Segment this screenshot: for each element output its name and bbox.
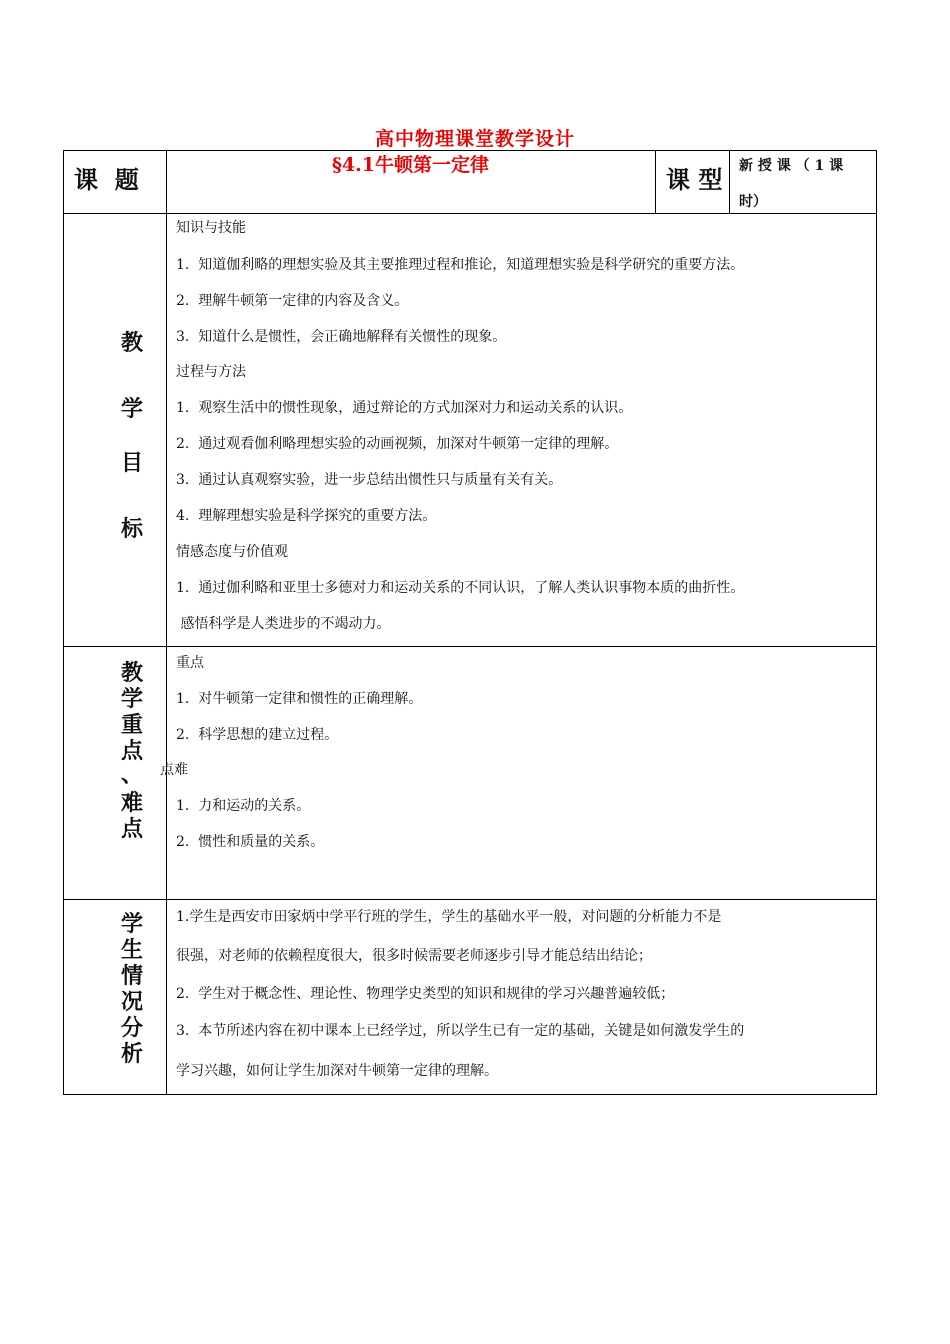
objectives-label-char: 标 bbox=[120, 517, 143, 542]
paragraph-line: 1.学生是西安市田家炳中学平行班的学生，学生的基础水平一般，对问题的分析能力不是 bbox=[176, 909, 722, 925]
students-label-char: 况 bbox=[120, 990, 143, 1015]
paragraph-line: 很强，对老师的依赖程度很大，很多时候需要老师逐步引导才能总结出结论； bbox=[176, 948, 652, 964]
document-title: 高中物理课堂教学设计 bbox=[374, 128, 575, 150]
objectives-label-char: 学 bbox=[120, 397, 143, 422]
students-label-char: 情 bbox=[120, 964, 143, 989]
list-item: 2. 惯性和质量的关系。 bbox=[176, 834, 325, 850]
list-item: 3. 知道什么是惯性，会正确地解释有关惯性的现象。 bbox=[176, 329, 507, 345]
students-label-char: 学 bbox=[120, 912, 143, 937]
table-row-divider bbox=[63, 213, 877, 214]
section-title-knowledge: 知识与技能 bbox=[176, 220, 246, 236]
list-item: 2. 理解牛顿第一定律的内容及含义。 bbox=[176, 293, 409, 309]
list-item: 4. 理解理想实验是科学探究的重要方法。 bbox=[176, 508, 437, 524]
list-item: 1. 对牛顿第一定律和惯性的正确理解。 bbox=[176, 691, 423, 707]
table-row-divider bbox=[63, 899, 877, 900]
keypoints-label-char: 难 bbox=[120, 791, 143, 816]
table-border-left bbox=[63, 150, 64, 1095]
students-label-char: 生 bbox=[120, 938, 143, 963]
lesson-title: §4.1牛顿第一定律 bbox=[332, 154, 489, 176]
list-item: 1. 通过伽利略和亚里士多德对力和运动关系的不同认识，了解人类认识事物本质的曲折性。 bbox=[176, 580, 745, 596]
keypoints-label-char: 重 bbox=[120, 713, 143, 738]
paragraph-line: 2. 学生对于概念性、理论性、物理学史类型的知识和规律的学习兴趣普遍较低； bbox=[176, 986, 675, 1002]
list-item: 2. 通过观看伽利略理想实验的动画视频，加深对牛顿第一定律的理解。 bbox=[176, 436, 619, 452]
table-border-right bbox=[876, 150, 877, 1095]
section-title-key: 重点 bbox=[176, 655, 204, 671]
keypoints-label-char: 、 bbox=[120, 763, 143, 788]
objectives-label-char: 教 bbox=[120, 331, 143, 356]
list-item: 感悟科学是人类进步的不竭动力。 bbox=[176, 616, 391, 632]
type-value-line2: 时） bbox=[739, 194, 767, 210]
type-label: 课 型 bbox=[666, 166, 723, 194]
table-col-divider bbox=[729, 150, 730, 213]
paragraph-line: 学习兴趣，如何让学生加深对牛顿第一定律的理解。 bbox=[176, 1063, 498, 1079]
students-label-char: 析 bbox=[120, 1042, 143, 1067]
list-item: 1. 力和运动的关系。 bbox=[176, 798, 311, 814]
section-title-difficult: 点难 bbox=[160, 762, 188, 778]
list-item: 1. 知道伽利略的理想实验及其主要推理过程和推论，知道理想实验是科学研究的重要方法。 bbox=[176, 257, 745, 273]
table-row-divider bbox=[63, 646, 877, 647]
type-value-line1: 新 授 课 （ 1 课 bbox=[739, 158, 844, 174]
section-title-attitude: 情感态度与价值观 bbox=[176, 544, 288, 560]
table-col-divider bbox=[655, 150, 656, 213]
list-item: 2. 科学思想的建立过程。 bbox=[176, 727, 339, 743]
list-item: 1. 观察生活中的惯性现象，通过辩论的方式加深对力和运动关系的认识。 bbox=[176, 400, 633, 416]
keypoints-label-char: 点 bbox=[120, 739, 143, 764]
topic-label: 课 题 bbox=[74, 166, 139, 194]
students-label-char: 分 bbox=[120, 1016, 143, 1041]
keypoints-label-char: 教 bbox=[120, 661, 143, 686]
objectives-label-char: 目 bbox=[120, 451, 143, 476]
table-border-bottom bbox=[63, 1094, 877, 1095]
keypoints-label-char: 点 bbox=[120, 817, 143, 842]
paragraph-line: 3. 本节所述内容在初中课本上已经学过，所以学生已有一定的基础，关键是如何激发学生的 bbox=[176, 1023, 745, 1039]
section-title-process: 过程与方法 bbox=[176, 364, 246, 380]
list-item: 3. 通过认真观察实验，进一步总结出惯性只与质量有关有关。 bbox=[176, 472, 563, 488]
table-col-divider bbox=[166, 150, 167, 1095]
keypoints-label-char: 学 bbox=[120, 687, 143, 712]
